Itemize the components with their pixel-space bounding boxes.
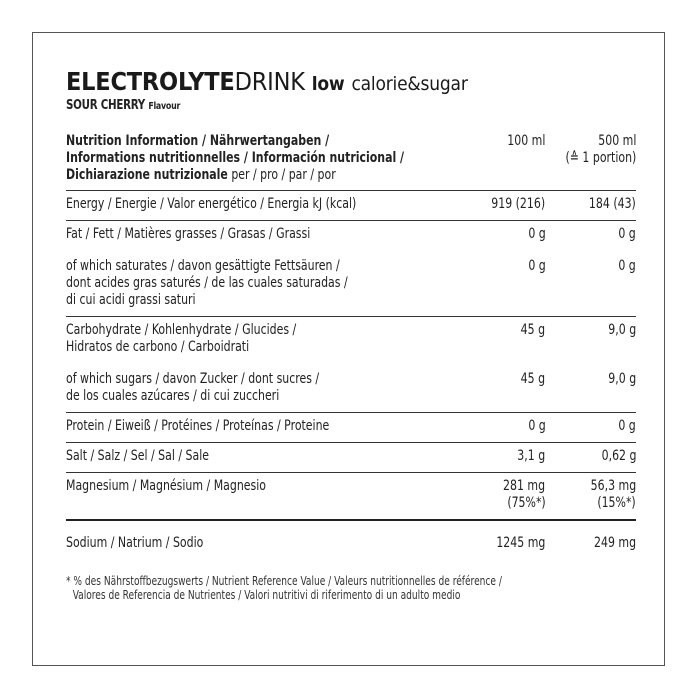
value-per-500ml-text: 56,3 mg	[590, 478, 636, 494]
value-per-500ml	[545, 250, 636, 317]
header-col-500ml-text: 500 ml	[597, 133, 636, 149]
value-per-100ml	[468, 520, 545, 562]
value-per-100ml-text: 919 (216)	[491, 196, 546, 212]
flavour-line	[66, 98, 568, 113]
value-per-500ml-text: 249 mg	[593, 535, 636, 551]
nutrient-label-text: Carbohydrate / Kohlenhydrate / Glucides /	[66, 322, 297, 338]
value-per-100ml-text: 3,1 g	[517, 448, 546, 464]
header-col-100ml-text: 100 ml	[507, 133, 546, 149]
table-row	[66, 250, 636, 317]
nutrient-label	[66, 363, 468, 413]
nutrient-label	[66, 221, 468, 251]
value-per-500ml-text: 0 g	[618, 258, 636, 274]
nutrient-label-text: Energy / Energie / Valor energético / Energia kJ (kcal)	[66, 196, 357, 212]
value-per-100ml-text: 0 g	[527, 418, 546, 434]
value-per-100ml-text: 0 g	[527, 226, 546, 242]
title-electrolyte: ELECTROLYTE	[66, 67, 235, 96]
nutrient-label-text: de los cuales azúcares / di cui zuccheri	[66, 388, 280, 404]
value-per-500ml	[545, 221, 636, 251]
value-per-500ml-text: 184 (43)	[589, 196, 636, 212]
label-content	[66, 67, 636, 602]
value-per-100ml	[468, 363, 545, 413]
value-per-100ml	[468, 317, 545, 364]
table-row	[66, 443, 636, 473]
value-per-500ml	[545, 520, 636, 562]
value-per-500ml-text: 0 g	[618, 226, 636, 242]
value-per-500ml-text: 0 g	[618, 418, 636, 434]
nutrient-label-text: Fat / Fett / Matières grasses / Grasas / Grassi	[66, 226, 311, 242]
nutrient-label-text: Magnesium / Magnésium / Magnesio	[66, 478, 266, 494]
footnote-line-2: Valores de Referencia de Nutrientes / Valori nutritivi di riferimento di un adulto medio	[72, 588, 461, 602]
table-row	[66, 363, 636, 413]
footnote-line-1: * % des Nährstoffbezugswerts / Nutrient Reference Value / Valeurs nutritionnelles de référence /	[66, 574, 502, 588]
nutrition-label-panel	[32, 32, 665, 666]
nutrient-label-text: Hidratos de carbono / Carboidrati	[66, 339, 250, 355]
nutrient-label-text: dont acides gras saturés / de las cuales saturadas /	[66, 275, 348, 291]
header-line-3-bold: Dichiarazione nutrizionale	[66, 167, 228, 183]
table-row	[66, 520, 636, 562]
header-col-100ml	[468, 133, 545, 191]
value-per-100ml	[468, 443, 545, 473]
header-line-3	[66, 167, 336, 184]
nutrient-label-text: of which saturates / davon gesättigte Fettsäuren /	[66, 258, 340, 274]
value-per-500ml	[545, 473, 636, 521]
header-line-3-rest: per / pro / par / por	[227, 167, 336, 183]
value-per-100ml-text: 45 g	[520, 322, 546, 338]
value-per-100ml	[468, 221, 545, 251]
value-per-100ml	[468, 473, 545, 521]
flavour-name: SOUR CHERRY	[66, 98, 146, 113]
header-label	[66, 133, 468, 191]
value-per-100ml-text: 1245 mg	[496, 535, 546, 551]
value-per-500ml	[545, 191, 636, 221]
nutrition-table	[66, 133, 636, 562]
flavour-word: Flavour	[148, 101, 181, 112]
table-header	[66, 133, 636, 191]
value-per-100ml-text: (75%*)	[506, 495, 546, 511]
value-per-100ml	[468, 413, 545, 443]
header-col-500ml	[545, 133, 636, 191]
nutrient-label-text: Protein / Eiweiß / Protéines / Proteínas / Proteine	[66, 418, 330, 434]
value-per-500ml-text: 9,0 g	[608, 322, 636, 338]
nutrient-label	[66, 191, 468, 221]
nutrient-label	[66, 250, 468, 317]
header-line-1: Nutrition Information / Nährwertangaben /	[66, 133, 330, 149]
title-drink: DRINK	[234, 67, 305, 96]
nutrient-label-text: Sodium / Natrium / Sodio	[66, 535, 204, 551]
nutrient-label-text: di cui acidi grassi saturi	[66, 292, 196, 308]
nutrient-label	[66, 520, 468, 562]
nutrient-label	[66, 443, 468, 473]
title-low: low	[311, 73, 345, 95]
table-row	[66, 473, 636, 521]
value-per-500ml-text: 9,0 g	[608, 371, 636, 387]
nutrient-label	[66, 317, 468, 364]
product-title	[66, 67, 636, 99]
value-per-500ml-text: 0,62 g	[601, 448, 636, 464]
value-per-100ml	[468, 191, 545, 221]
value-per-500ml	[545, 413, 636, 443]
value-per-500ml-text: (15%*)	[597, 495, 636, 511]
value-per-100ml-text: 281 mg	[503, 478, 546, 494]
header-line-2: Informations nutritionnelles / Información nutricional /	[66, 150, 405, 166]
title-calorie-sugar: calorie&sugar	[351, 73, 468, 95]
table-rows	[66, 191, 636, 563]
table-row	[66, 221, 636, 251]
nutrient-label	[66, 473, 468, 521]
table-row	[66, 191, 636, 221]
table-row	[66, 413, 636, 443]
value-per-500ml	[545, 317, 636, 364]
value-per-100ml-text: 0 g	[527, 258, 546, 274]
value-per-100ml-text: 45 g	[520, 371, 546, 387]
header-col-portion-text: (≙ 1 portion)	[565, 150, 636, 166]
nutrient-label-text: Salt / Salz / Sel / Sal / Sale	[66, 448, 210, 464]
value-per-500ml	[545, 363, 636, 413]
value-per-100ml	[468, 250, 545, 317]
nutrient-label	[66, 413, 468, 443]
footnote	[66, 574, 636, 602]
nutrient-label-text: of which sugars / davon Zucker / dont sucres /	[66, 371, 320, 387]
value-per-500ml	[545, 443, 636, 473]
table-row	[66, 317, 636, 364]
